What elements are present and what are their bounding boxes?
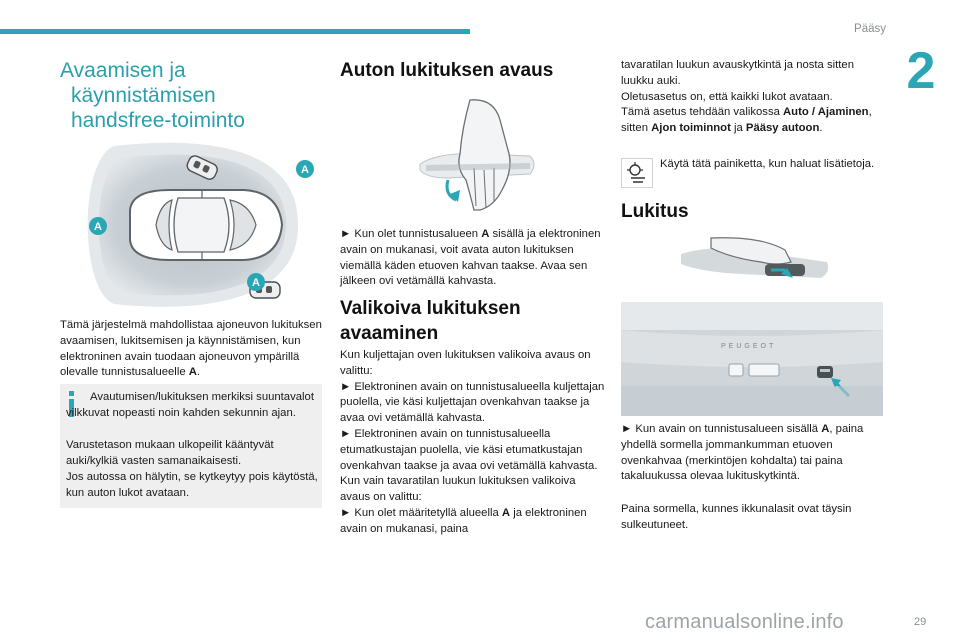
section-title-handsfree: Avaamisen ja käynnistämisen handsfree-toiminto [60,59,245,132]
help-tip: Käytä tätä painiketta, kun haluat lisätietoja. [660,158,875,170]
unlock-paragraph: ► Kun olet tunnistusalueen A sisällä ja elektroninen avain on mukanasi, voit avata auton lukituksen viemällä käden etuoven kahvan taakse. Avaa sen jälkeen ovi vetämällä kahvasta. [340,228,601,288]
section-header: Pääsy [854,23,886,35]
svg-text:A: A [252,277,260,289]
detection-zone-figure [74,140,309,310]
tailgate-switch-figure [621,302,883,416]
chapter-number: 2 [906,42,936,100]
svg-text:A: A [94,221,102,233]
info-box: Avautumisen/lukituksen merkiksi suuntavalot vilkkuvat nopeasti noin kahden sekunnin ajan. Varustetason mukaan ulkopeilit kääntyvät auki/kylkiä vasten samanaikaisesti. Jos autossa on hälytin, se kytkeytyy pois käytöstä, kun auton lukot avataan. [60,384,322,508]
door-handle-touch-figure [681,232,831,296]
section-title-lock: Lukitus [621,201,689,222]
trunk-continuation: tavaratilan luukun avauskytkintä ja nosta sitten luukku auki. Oletusasetus on, että kaikki lukot avataan. Tämä asetus tehdään valikossa Auto / Ajaminen, sitten Ajon toiminnot ja Pääsy autoon. [621,59,872,135]
svg-text:PEUGEOT: PEUGEOT [721,343,777,350]
hand-door-handle-figure [418,98,540,216]
zone-marker-a [247,273,265,291]
intro-paragraph: Tämä järjestelmä mahdollistaa ajoneuvon lukituksen avaamisen, lukitsemisen ja käynnistämisen, kun elektroninen avain tuodaan ajoneuvon ympärillä olevalle tunnistusalueelle A. [60,319,322,379]
header-accent-bar [0,29,470,34]
watermark: carmanualsonline.info [645,611,844,633]
page-number: 29 [914,616,927,628]
lock-window-note: Paina sormella, kunnes ikkunalasit ovat täysin sulkeutuneet. [621,503,852,531]
section-title-selective: Valikoiva lukituksen avaaminen [340,298,521,344]
zone-marker-a [89,217,107,235]
zone-marker-a [296,160,314,178]
section-title-unlock: Auton lukituksen avaus [340,60,554,81]
help-button-icon [621,158,653,188]
lock-paragraph: ► Kun avain on tunnistusalueen sisällä A, paina yhdellä sormella jommankumman etuoven ovenkahvaa (merkintöjen kohdalta) tai paina takaluukussa olevaa lukituskytkintä. [621,423,864,483]
car-top-view [130,190,282,260]
svg-text:A: A [301,164,309,176]
selective-text: Kun kuljettajan oven lukituksen valikoiva avaus on valittu: ► Elektroninen avain on tunnistusalueella kuljettajan puolella, vie käsi kuljettajan ovenkahvan taakse ja avaa ovi vetämällä kahvasta. ► Elektroninen avain on tunnistusalueella etumatkustajan puolella, vie käsi etumatkustajan ovenkahvan taakse ja avaa ovi vetämällä kahvasta. Kun vain tavaratilan luukun lukituksen valikoiva avaus on valittu: ► Kun olet määritetyllä alueella A ja elektroninen avain on mukanasi, paina [340,349,605,535]
